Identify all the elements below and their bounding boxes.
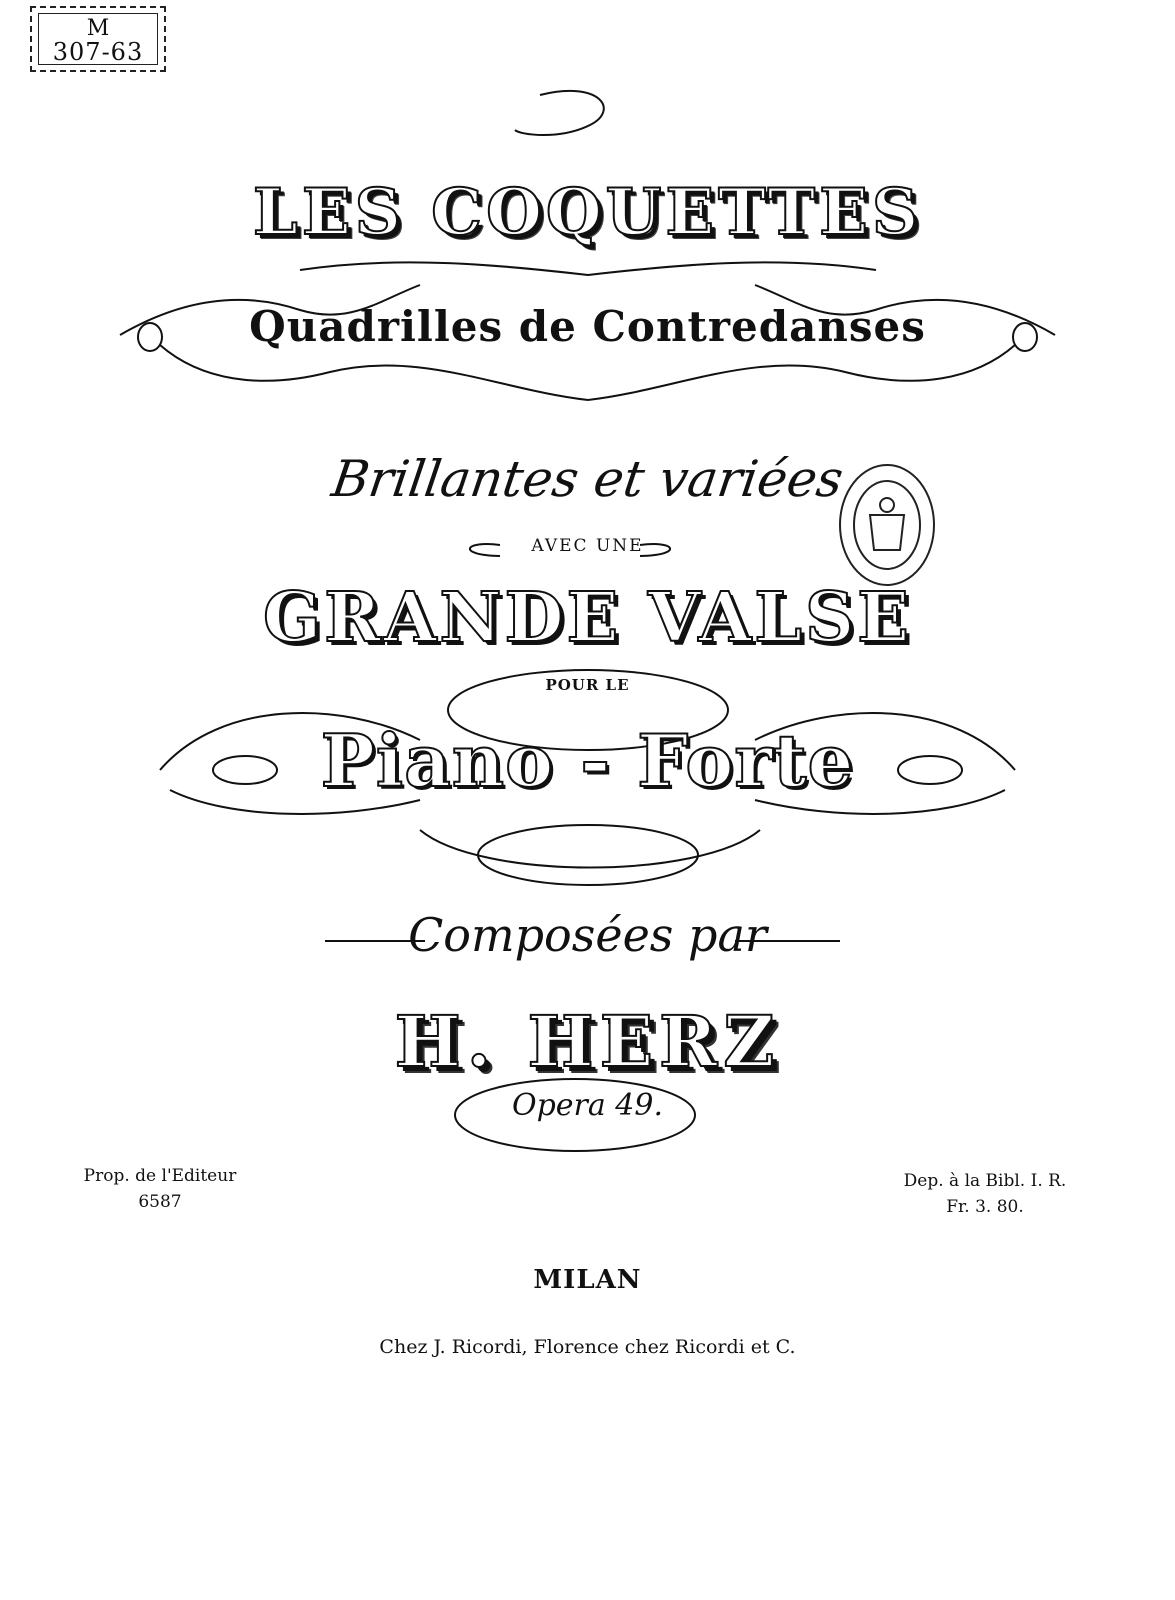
plate-number: 6587 xyxy=(138,1192,182,1212)
title-avec-une: AVEC UNE xyxy=(531,536,644,556)
composed-by: Composées par xyxy=(408,908,767,962)
publisher-city: MILAN xyxy=(533,1265,642,1295)
shelfmark-line-1: M xyxy=(86,16,110,41)
price: Fr. 3. 80. xyxy=(946,1197,1024,1217)
shelfmark-frame xyxy=(38,13,158,65)
shelfmark-line-2: 307-63 xyxy=(52,38,144,66)
title-instrument: Piano - Forte xyxy=(320,718,855,803)
title-pour-le: POUR LE xyxy=(545,676,630,694)
title-subtitle: Quadrilles de Contredanses xyxy=(249,302,926,351)
shelfmark-label xyxy=(30,6,166,72)
deposit-note xyxy=(880,1168,1090,1220)
property-note-line-1: Prop. de l'Editeur xyxy=(83,1166,237,1186)
publisher-property-note xyxy=(70,1163,250,1215)
publisher-line: Chez J. Ricordi, Florence chez Ricordi et C. xyxy=(379,1336,796,1358)
opus-number: Opera 49. xyxy=(511,1088,664,1123)
title-grande-valse: GRANDE VALSE xyxy=(263,578,912,658)
deposit-note-line-1: Dep. à la Bibl. I. R. xyxy=(903,1171,1067,1191)
composer-name: H. HERZ xyxy=(394,1000,781,1083)
title-main: LES COQUETTES xyxy=(252,175,923,250)
title-brillantes: Brillantes et variées xyxy=(328,450,847,508)
